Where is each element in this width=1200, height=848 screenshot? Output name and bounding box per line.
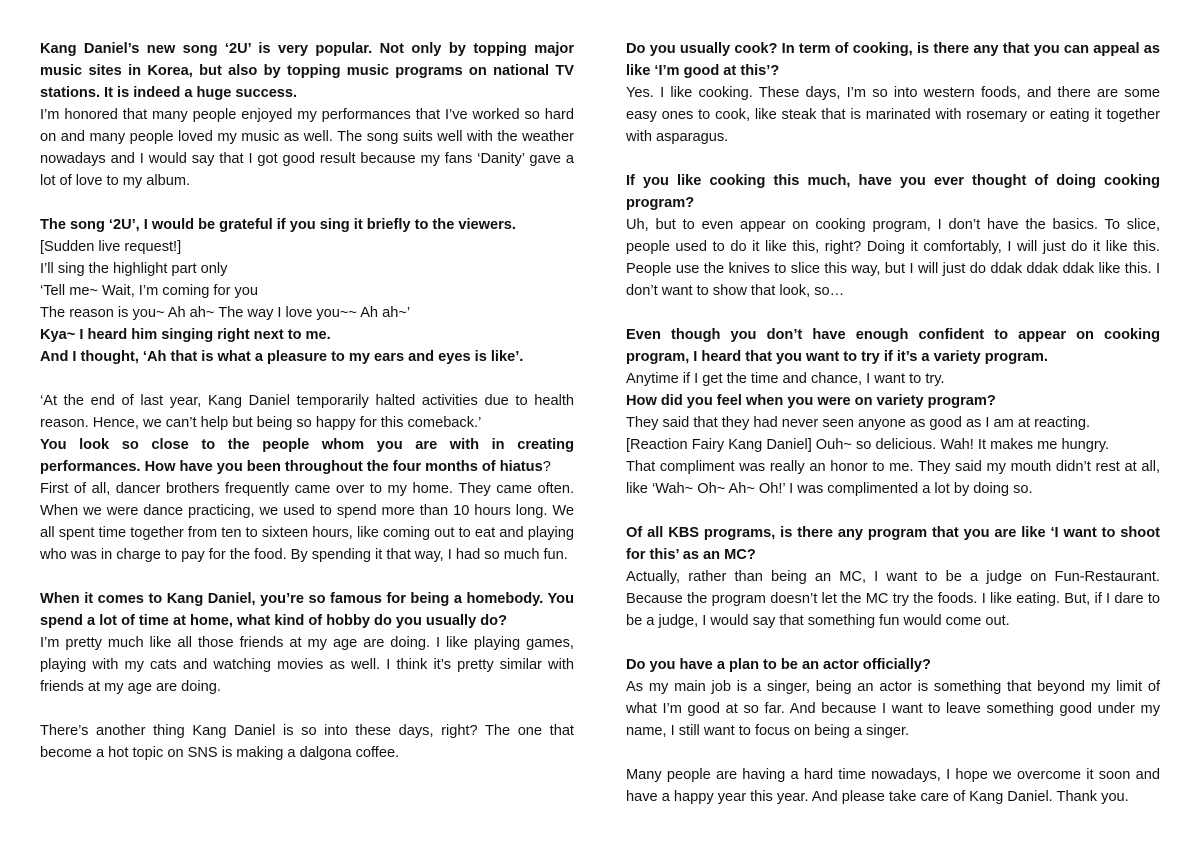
answer-cooking-program: Uh, but to even appear on cooking program, I don’t have the basics. To slice, people used to do it like this, right? Doing it comfortably, I will just do it like this. People use the knives to slice this way, but I will just do ddak ddak ddak like this. I don’t want to show that look, so… [626,217,1160,299]
hiatus-intro: ‘At the end of last year, Kang Daniel temporarily halted activities due to health reason. Hence, we can’t help but being so happy for this comeback.’ [40,393,574,431]
question-variety-feeling: How did you feel when you were on variety program? [626,393,996,409]
answer-homebody: I’m pretty much like all those friends at my age are doing. I like playing games, playing with my cats and watching movies as well. I think it’s pretty similar with friends at my age are doing. [40,635,574,695]
question-2u-popularity: Kang Daniel’s new song ‘2U’ is very popular. Not only by topping major music sites in Korea, but also by topping music programs on national TV stations. It is indeed a huge success. [40,41,574,101]
spacer [626,148,1160,170]
spacer [626,500,1160,522]
spacer [40,368,574,390]
answer-2u-popularity: I’m honored that many people enjoyed my performances that I’ve worked so hard on and many people loved my music as well. The song suits well with the weather nowadays and I would say that I got good result because my fans ‘Danity’ gave a lot of love to my album. [40,107,574,189]
question-actor: Do you have a plan to be an actor officially? [626,657,931,673]
question-cooking-program: If you like cooking this much, have you ever thought of doing cooking program? [626,173,1160,211]
lyrics-line-2: The reason is you~ Ah ah~ The way I love you~~ Ah ah~’ [40,305,411,321]
left-column [40,38,574,764]
answer-variety-feeling-1: They said that they had never seen anyone as good as I am at reacting. [626,415,1091,431]
answer-actor: As my main job is a singer, being an actor is something that beyond my limit of what I’m good at so far. And because I want to leave something good under my name, I still want to focus on being a singer. [626,679,1160,739]
live-request-line: [Sudden live request!] [40,239,182,255]
spacer [626,302,1160,324]
question-cooking: Do you usually cook? In term of cooking, is there any that you can appeal as like ‘I’m good at this’? [626,41,1160,79]
question-homebody: When it comes to Kang Daniel, you’re so famous for being a homebody. You spend a lot of time at home, what kind of hobby do you usually do? [40,591,574,629]
question-hiatus: You look so close to the people whom you are with in creating performances. How have you been throughout the four months of hiatus [40,437,574,475]
answer-kbs-mc: Actually, rather than being an MC, I want to be a judge on Fun-Restaurant. Because the program doesn’t let the MC try the foods. I like eating. But, if I dare to be a judge, I would say that something fun would come out. [626,569,1160,629]
question-kbs-mc: Of all KBS programs, is there any program that you are like ‘I want to shoot for this’ as an MC? [626,525,1160,563]
reaction-line-1: Kya~ I heard him singing right next to me. [40,327,331,343]
question-hiatus-mark: ? [542,459,551,475]
question-sing-request: The song ‘2U’, I would be grateful if you sing it briefly to the viewers. [40,217,516,233]
lyrics-line-1: ‘Tell me~ Wait, I’m coming for you [40,283,259,299]
spacer [626,742,1160,764]
right-column [626,38,1160,808]
spacer [40,566,574,588]
answer-variety-feeling-2: [Reaction Fairy Kang Daniel] Ouh~ so delicious. Wah! It makes me hungry. [626,437,1110,453]
spacer [626,632,1160,654]
highlight-line: I’ll sing the highlight part only [40,261,228,277]
answer-variety-feeling-3: That compliment was really an honor to me. They said my mouth didn’t rest at all, like ‘Wah~ Oh~ Ah~ Oh!’ I was complimented a lot by doing so. [626,459,1160,497]
question-variety-program: Even though you don’t have enough confident to appear on cooking program, I heard that you want to try if it’s a variety program. [626,327,1160,365]
spacer [40,698,574,720]
spacer [40,192,574,214]
answer-cooking: Yes. I like cooking. These days, I’m so into western foods, and there are some easy ones to cook, like steak that is marinated with rosemary or eating it together with asparagus. [626,85,1160,145]
dalgona-coffee-text: There’s another thing Kang Daniel is so into these days, right? The one that become a hot topic on SNS is making a dalgona coffee. [40,723,574,761]
reaction-line-2: And I thought, ‘Ah that is what a pleasure to my ears and eyes is like’. [40,349,524,365]
question-hiatus-wrapper [40,434,574,478]
answer-variety-program: Anytime if I get the time and chance, I want to try. [626,371,945,387]
answer-hiatus: First of all, dancer brothers frequently came over to my home. They came often. When we were dance practicing, we used to spend more than 10 hours long. We all spent time together from ten to sixteen hours, like coming out to eat and playing who was in charge to pay for the food. By spending it that way, I had so much fun. [40,481,574,563]
closing-message: Many people are having a hard time nowadays, I hope we overcome it soon and have a happy year this year. And please take care of Kang Daniel. Thank you. [626,767,1160,805]
